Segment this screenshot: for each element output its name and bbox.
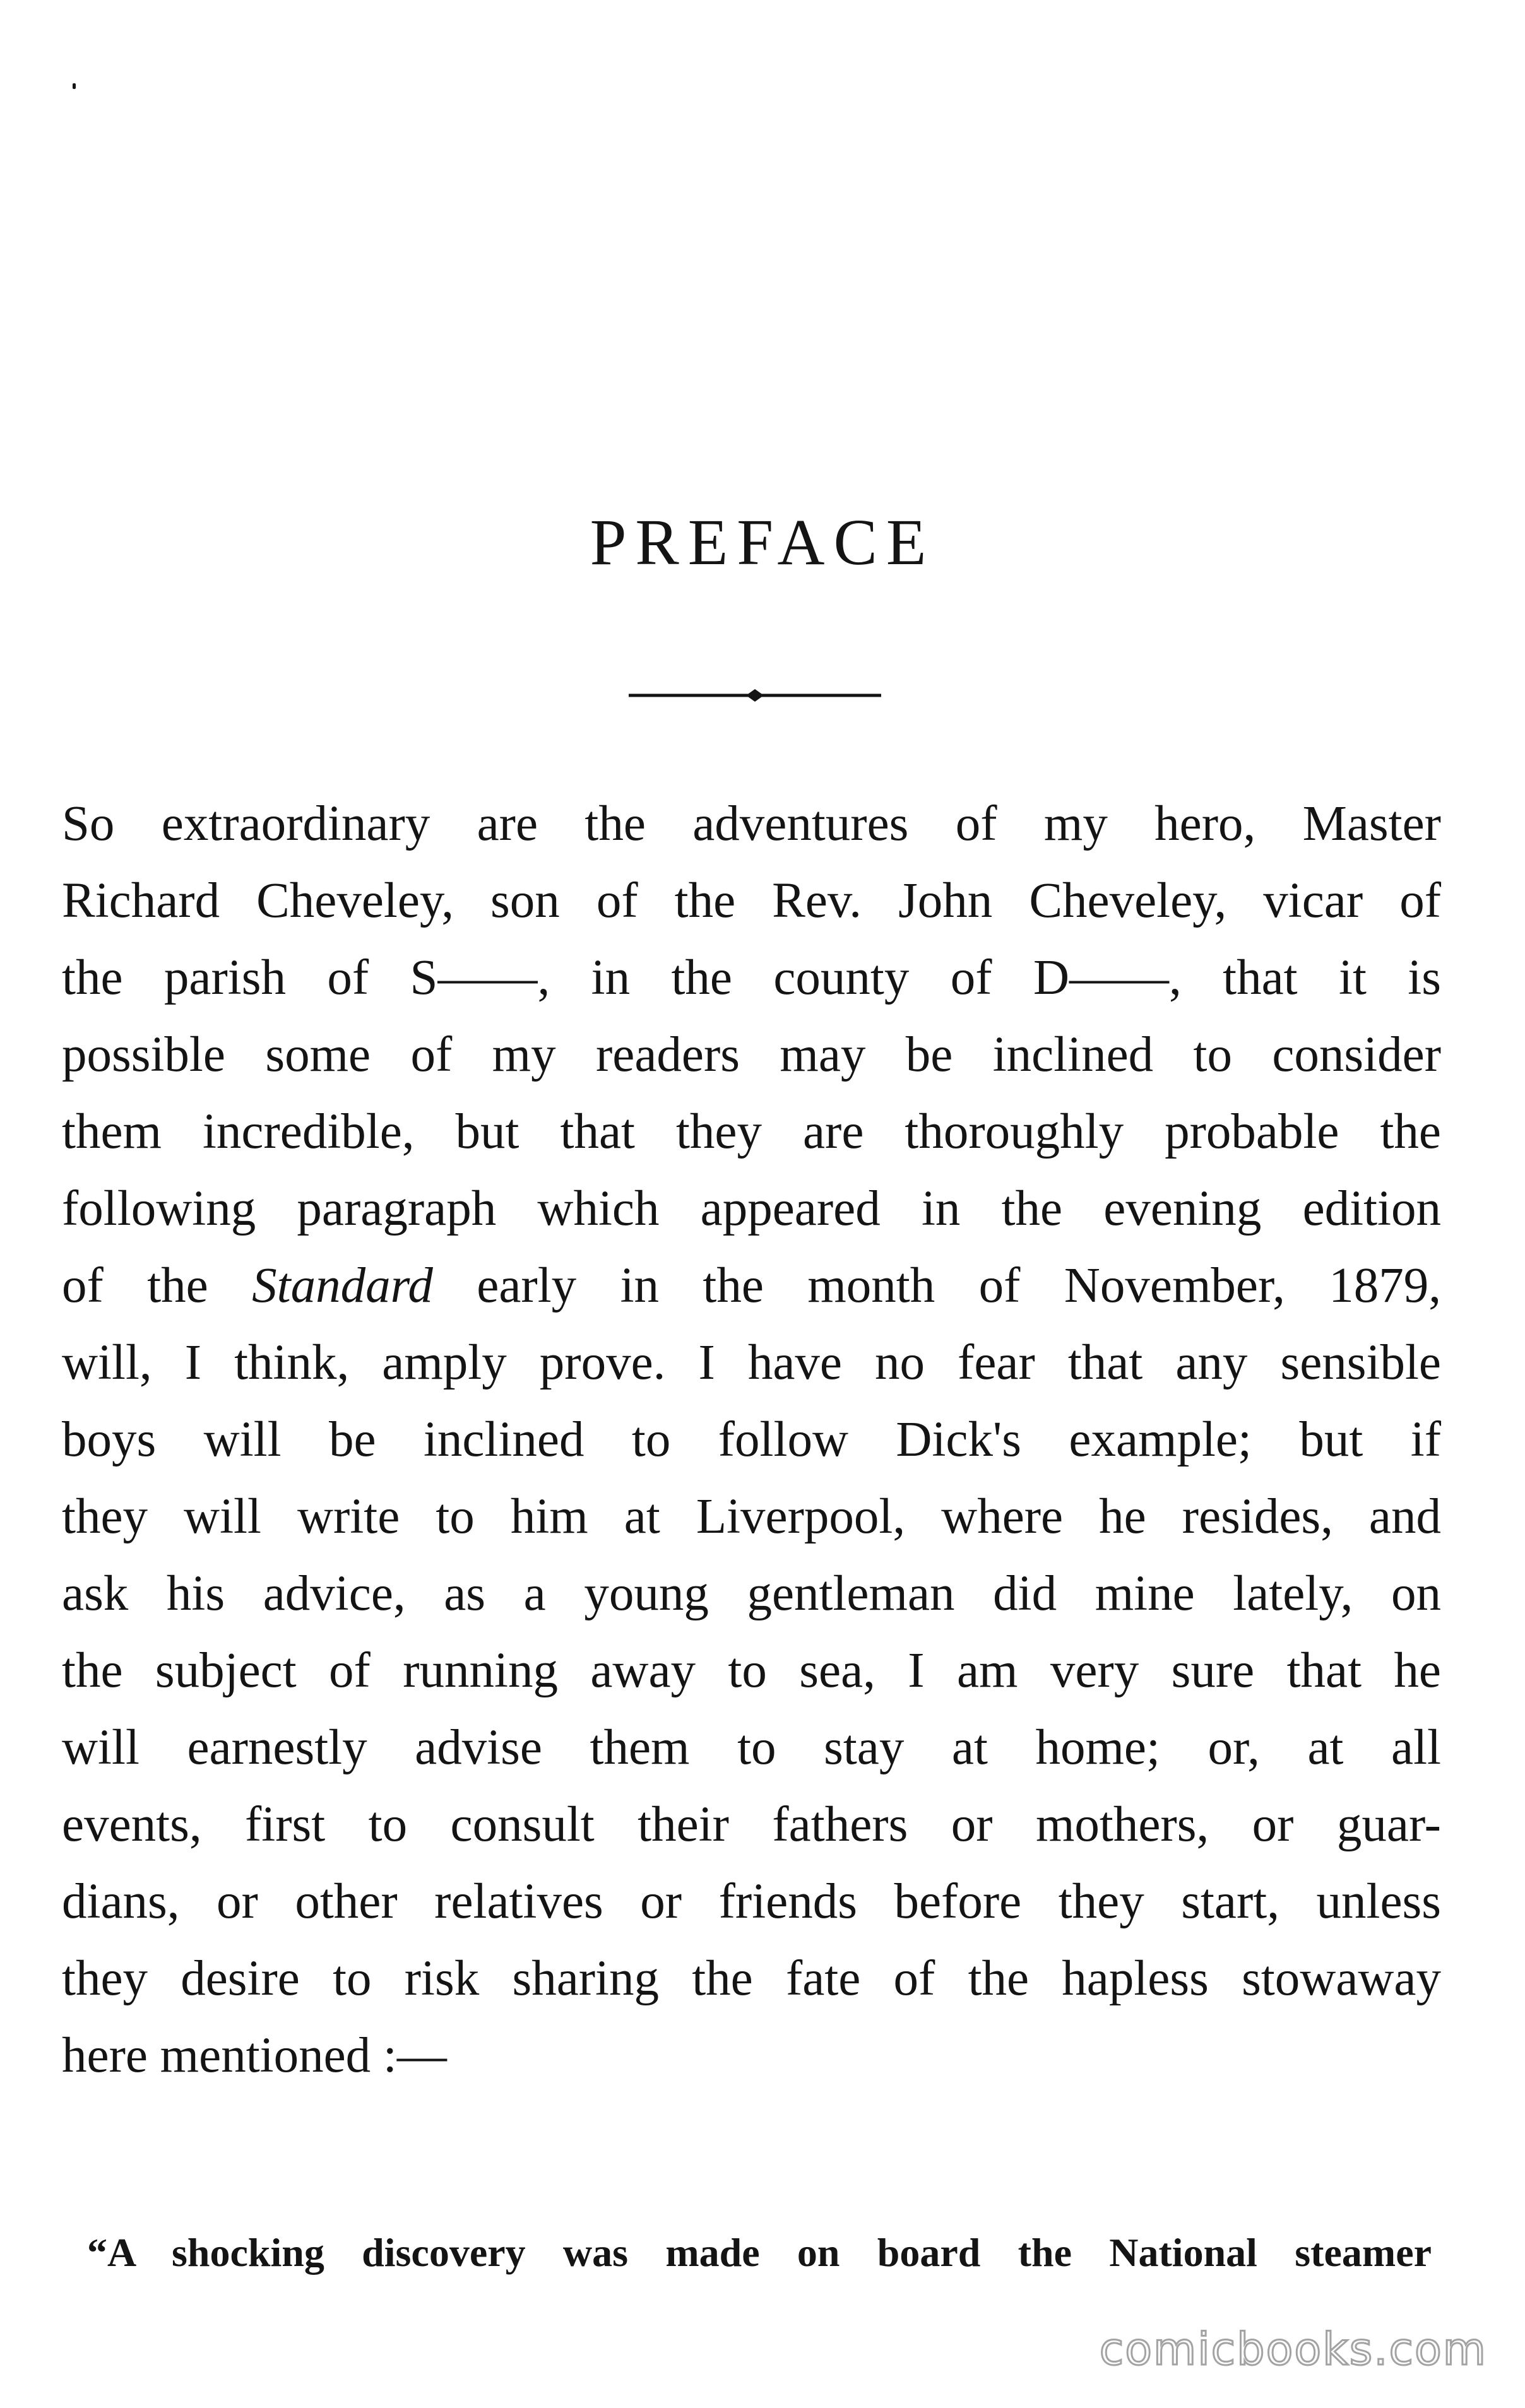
body-line: will earnestly advise them to stay at home; or, at all	[62, 1720, 1441, 1775]
preface-body	[62, 786, 1441, 2094]
body-line: possible some of my readers may be inclined to consider	[62, 1027, 1441, 1082]
body-line: the subject of running away to sea, I am very sure that he	[62, 1643, 1441, 1698]
page-speck	[73, 83, 76, 89]
body-line: they desire to risk sharing the fate of the hapless stowaway	[62, 1951, 1441, 2006]
quoted-paragraph: “A shocking discovery was made on board the National steamer	[87, 2230, 1432, 2275]
newspaper-title: Standard	[252, 1258, 433, 1313]
body-line: them incredible, but that they are thoroughly probable the	[62, 1104, 1441, 1159]
body-line: ask his advice, as a young gentleman did mine lately, on	[62, 1566, 1441, 1621]
body-line-with-italic	[62, 1248, 1441, 1325]
body-line: dians, or other relatives or friends before they start, unless	[62, 1874, 1441, 1929]
body-line: they will write to him at Liverpool, where he resides, and	[62, 1489, 1441, 1544]
page-title: PREFACE	[590, 506, 935, 579]
body-text: of the	[62, 1258, 208, 1313]
body-line: events, first to consult their fathers or mothers, or guar-	[62, 1797, 1441, 1852]
body-line: here mentioned :—	[62, 2028, 447, 2083]
body-text: early in the month of November, 1879,	[477, 1258, 1442, 1313]
body-line: will, I think, amply prove. I have no fear that any sensible	[62, 1335, 1441, 1390]
title-ornament	[629, 683, 881, 708]
body-line: Richard Cheveley, son of the Rev. John Cheveley, vicar of	[62, 873, 1441, 928]
watermark: comicbooks.com	[1099, 2323, 1487, 2375]
body-line: boys will be inclined to follow Dick's example; but if	[62, 1412, 1441, 1467]
body-line: So extraordinary are the adventures of my hero, Master	[62, 796, 1441, 851]
body-line: following paragraph which appeared in the evening edition	[62, 1181, 1441, 1236]
body-line: the parish of S——, in the county of D——, that it is	[62, 950, 1441, 1005]
